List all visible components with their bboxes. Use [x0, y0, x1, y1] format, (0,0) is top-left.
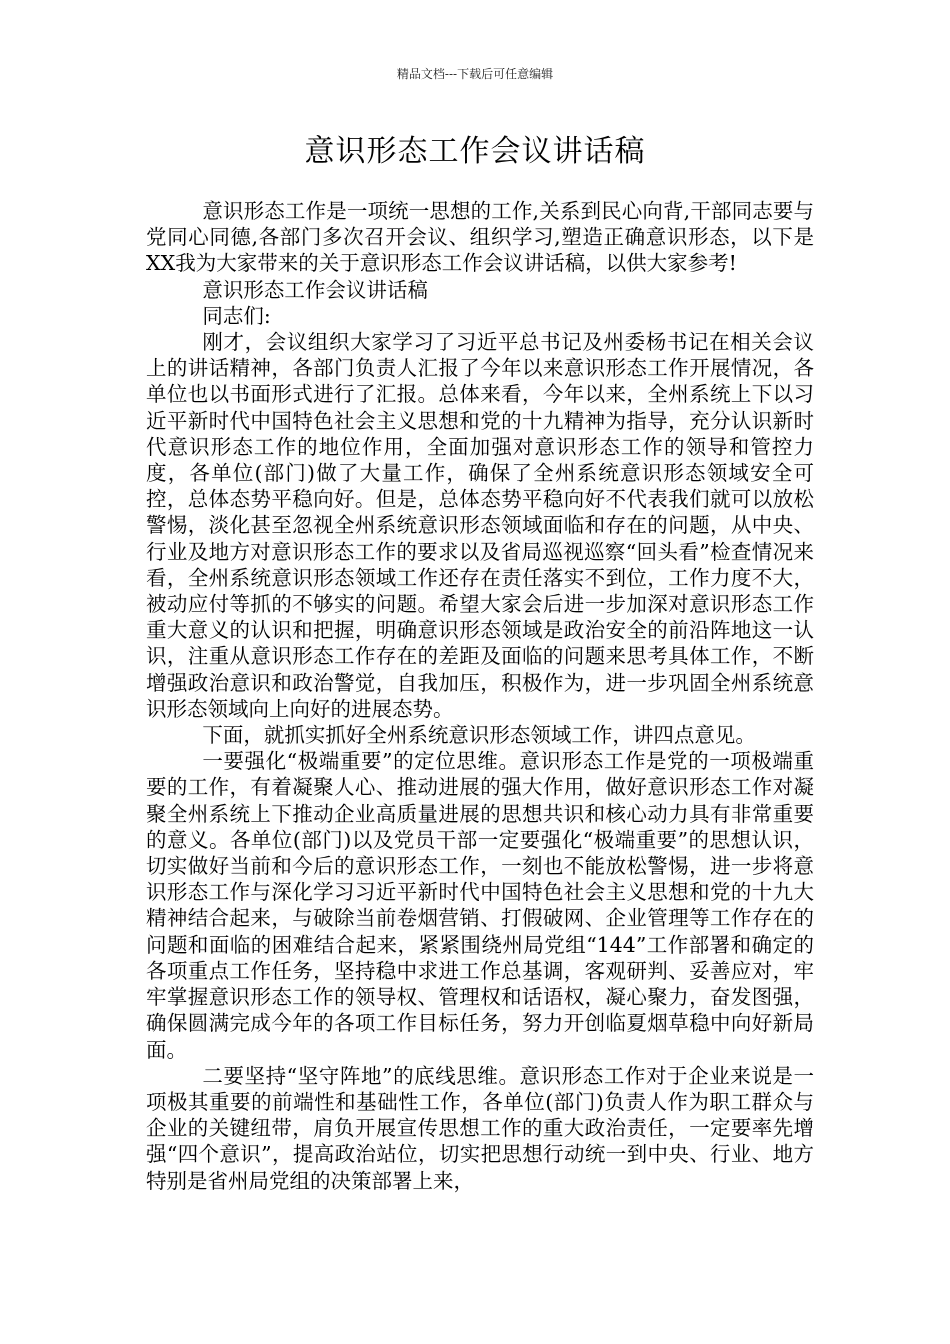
paragraph-point-one: 一要强化“极端重要”的定位思维。意识形态工作是党的一项极端重要的工作，有着凝聚人心、推动进展的强大作用，做好意识形态工作对凝聚全州系统上下推动企业高质量进展的思想共识和核心动力具有非常重要的意义。各单位(部门)以及党员干部一定要强化“极端重要”的思想认识，切实做好当前和今后的意识形态工作，一刻也不能放松警惕，进一步将意识形态工作与深化学习习近平新时代中国特色社会主义思想和党的十九大精神结合起来，与破除当前卷烟营销、打假破网、企业管理等工作存在的问题和面临的困难结合起来，紧紧围绕州局党组“144”工作部署和确定的各项重点工作任务，坚持稳中求进工作总基调，客观研判、妥善应对，牢牢掌握意识形态工作的领导权、管理权和话语权，凝心聚力，奋发图强，确保圆满完成今年的各项工作目标任务，努力开创临夏烟草稳中向好新局面。: [146, 749, 814, 1062]
paragraph-transition: 下面，就抓实抓好全州系统意识形态领域工作，讲四点意见。: [202, 723, 756, 748]
paragraph-salutation: 同志们:: [202, 303, 271, 328]
paragraph-intro: 意识形态工作是一项统一思想的工作,关系到民心向背,干部同志要与党同心同德,各部门多次召开会议、组织学习,塑造正确意识形态，以下是XX我为大家带来的关于意识形态工作会议讲话稿，以供大家参考!: [146, 199, 814, 276]
document-title: 意识形态工作会议讲话稿: [304, 134, 646, 169]
paragraph-subtitle: 意识形态工作会议讲话稿: [202, 277, 428, 302]
paragraph-summary: 刚才，会议组织大家学习了习近平总书记及州委杨书记在相关会议上的讲话精神，各部门负责人汇报了今年以来意识形态工作开展情况，各单位也以书面形式进行了汇报。总体来看，今年以来，全州系统上下以习近平新时代中国特色社会主义思想和党的十九精神为指导，充分认识新时代意识形态工作的地位作用，全面加强对意识形态工作的领导和管控力度，各单位(部门)做了大量工作，确保了全州系统意识形态领域安全可控，总体态势平稳向好。但是，总体态势平稳向好不代表我们就可以放松警惕，淡化甚至忽视全州系统意识形态领域面临和存在的问题，从中央、行业及地方对意识形态工作的要求以及省局巡视巡察“回头看”检查情况来看，全州系统意识形态领域工作还存在责任落实不到位，工作力度不大，被动应付等抓的不够实的问题。希望大家会后进一步加深对意识形态工作重大意义的认识和把握，明确意识形态领域是政治安全的前沿阵地这一认识，注重从意识形态工作存在的差距及面临的问题来思考具体工作，不断增强政治意识和政治警觉，自我加压，积极作为，进一步巩固全州系统意识形态领域向上向好的进展态势。: [146, 330, 814, 721]
paragraph-point-two: 二要坚持“坚守阵地”的底线思维。意识形态工作对于企业来说是一项极其重要的前端性和基础性工作，各单位(部门)负责人作为职工群众与企业的关键纽带，肩负开展宣传思想工作的重大政治责任，一定要率先增强“四个意识”，提高政治站位，切实把思想行动统一到中央、行业、地方特别是省州局党组的决策部署上来，: [146, 1063, 814, 1193]
document-body: [146, 198, 814, 1194]
page-header: 精品文档---下载后可任意编辑: [396, 67, 554, 81]
